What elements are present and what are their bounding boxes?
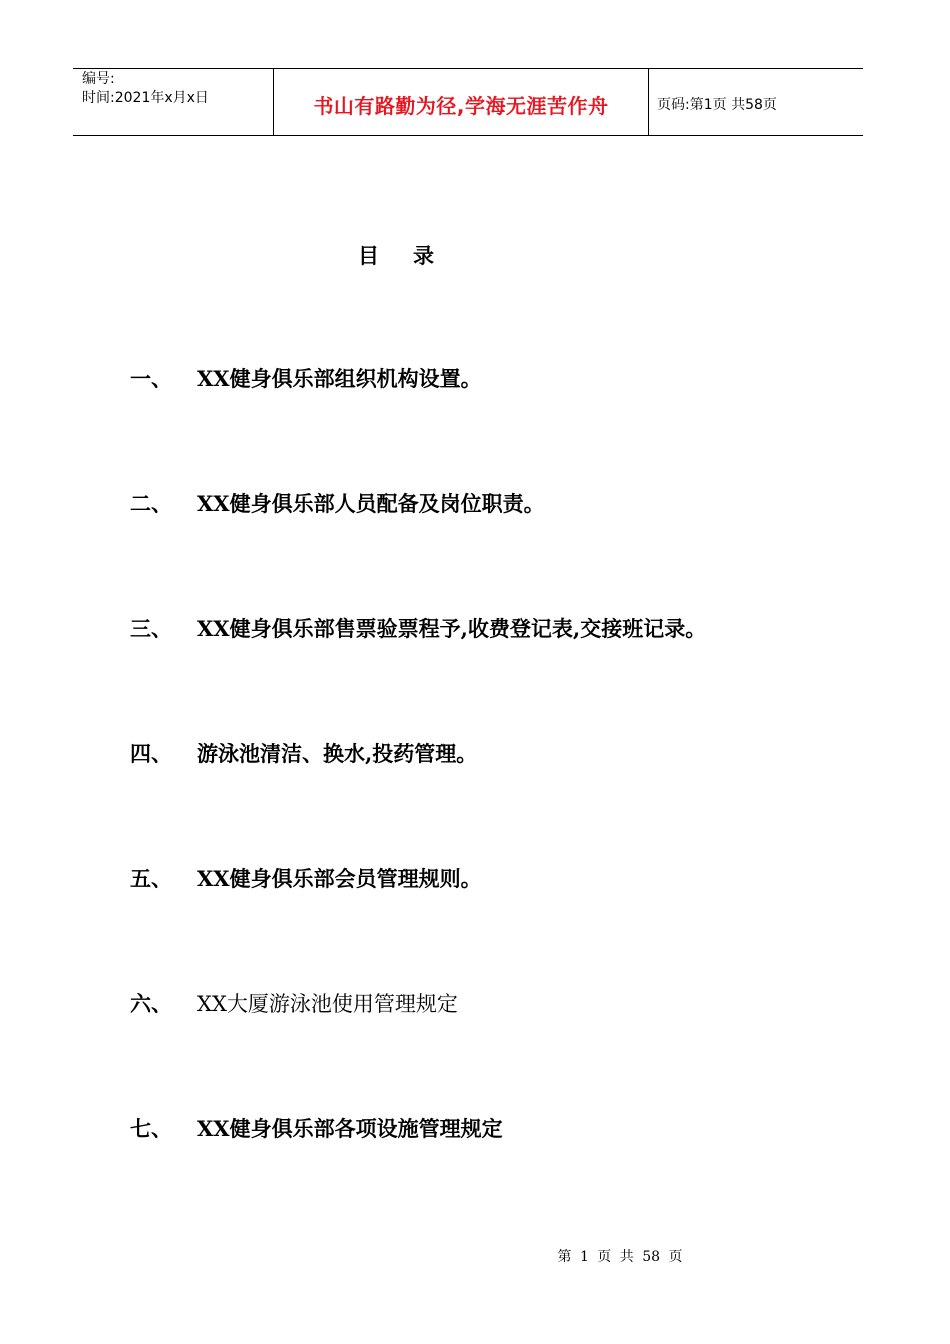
time-label: 时间:2021年x月x日: [82, 90, 209, 106]
serial-number-label: 编号:: [82, 71, 115, 87]
toc-item-number: 七、: [130, 1117, 172, 1141]
page-header: [73, 68, 863, 136]
toc-item-text: 游泳池清洁、换水,投药管理。: [197, 741, 478, 766]
toc-item: [130, 1112, 890, 1237]
motto-text: 书山有路勤为径,学海无涯苦作舟: [313, 93, 609, 118]
toc-item-number: 三、: [130, 617, 172, 641]
toc-item-text: XX健身俱乐部售票验票程予,收费登记表,交接班记录。: [197, 616, 707, 641]
header-meta: [73, 69, 274, 135]
toc-item: [130, 862, 890, 987]
header-page-cell: [649, 69, 863, 135]
toc-item-text: XX健身俱乐部会员管理规则。: [197, 866, 482, 891]
toc-item-text: XX大厦游泳池使用管理规定: [197, 992, 458, 1016]
toc-item-number: 六、: [130, 992, 172, 1016]
page-footer: 第 1 页 共 58 页: [557, 1249, 683, 1265]
page-title: 目录: [358, 244, 468, 268]
toc-item-text: XX健身俱乐部人员配备及岗位职责。: [197, 491, 545, 516]
table-of-contents: [130, 362, 890, 1237]
toc-item-number: 五、: [130, 867, 172, 891]
toc-item-number: 二、: [130, 492, 172, 516]
toc-item: [130, 612, 890, 737]
toc-item: [130, 362, 890, 487]
toc-item-number: 四、: [130, 742, 172, 766]
toc-item-text: XX健身俱乐部组织机构设置。: [197, 366, 482, 391]
toc-item-number: 一、: [130, 367, 172, 391]
page-number-label: 页码:第1页 共58页: [657, 97, 777, 113]
header-motto-cell: [274, 69, 649, 135]
toc-item: [130, 737, 890, 862]
toc-item: [130, 987, 890, 1112]
toc-item-text: XX健身俱乐部各项设施管理规定: [197, 1116, 503, 1141]
toc-item: [130, 487, 890, 612]
